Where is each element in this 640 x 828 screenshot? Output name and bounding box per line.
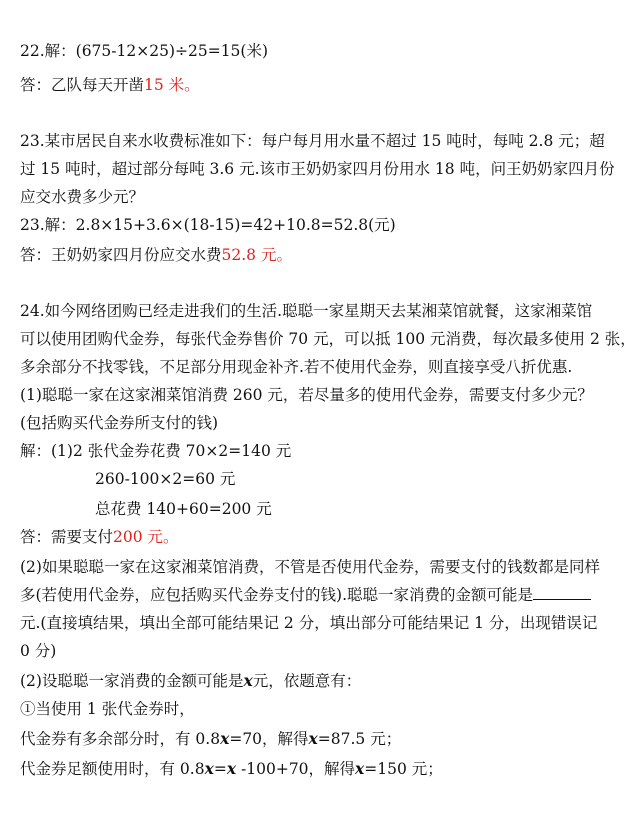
q24-part1-question: (1)聪聪一家在这家湘菜馆消费 260 元，若尽量多的使用代金券，需要支付多少元？ [20,386,593,404]
q23-answer [20,245,292,265]
variable-x: x [308,729,318,748]
q23-answer-prefix: 答：王奶奶家四月份应交水费 [20,246,222,264]
q23-problem-line: 23.某市居民自来水收费标准如下：每户每月用水量不超过 15 吨时，每吨 2.8 元；超 [20,132,605,150]
variable-x: x [204,759,214,778]
q24-problem-line: 可以使用团购代金券，每张代金券售价 70 元，可以抵 100 元消费，每次最多使用 2 张， [20,330,636,348]
q24-problem-line: 24.如今网络团购已经走进我们的生活.聪聪一家星期天去某湘菜馆就餐，这家湘菜馆 [20,302,593,320]
solution-text: =70，解得 [229,730,309,748]
q22-solution: 22.解：(675-12×25)÷25=15(米) [20,42,269,60]
q24-solution1-line: 总花费 140+60=200 元 [95,500,272,518]
solution-text: = [213,760,227,778]
q24-solution2-line [20,759,443,779]
q24-part2-question [20,585,591,605]
q24-answer1 [20,527,179,547]
q24-problem-line: 多余部分不找零钱，不足部分用现金补齐.若不使用代金券，则直接享受八折优惠. [20,358,573,376]
variable-x: x [226,759,237,778]
q24-solution1-line: 解：(1)2 张代金券花费 70×2=140 元 [20,442,292,460]
q24-solution2-line: ①当使用 1 张代金券时， [20,700,195,718]
solution-text: 元，依题意有： [252,672,362,690]
q23-solution: 23.解：2.8×15+3.6×(18-15)=42+10.8=52.8(元) [20,216,396,234]
q24-part2-text: 多(若使用代金券，应包括购买代金券支付的钱).聪聪一家消费的金额可能是 [20,586,534,604]
solution-text: -100+70，解得 [236,760,356,778]
solution-text: =87.5 元； [317,730,402,748]
q24-answer1-value: 200 元。 [113,528,179,546]
q24-part2-question: (2)如果聪聪一家在这家湘菜馆消费，不管是否使用代金券，需要支付的钱数都是同样 [20,558,600,576]
q24-part2-question: 0 分) [20,642,57,660]
solution-text: (2)设聪聪一家消费的金额可能是 [20,672,244,690]
q22-answer [20,75,200,95]
q23-answer-value: 52.8 元。 [221,246,292,264]
fill-in-blank [533,585,591,600]
q24-part1-question-note: (包括购买代金券所支付的钱) [20,414,219,432]
solution-text: 代金券有多余部分时，有 0.8 [20,730,221,748]
q24-answer1-prefix: 答：需要支付 [20,528,114,546]
variable-x: x [220,729,230,748]
variable-x: x [243,671,253,690]
q22-answer-value: 15 米。 [144,76,200,94]
q23-problem-line: 过 15 吨时，超过部分每吨 3.6 元.该市王奶奶家四月份用水 18 吨，问王奶奶家四月份 [20,160,615,178]
q24-solution2-line [20,671,361,691]
variable-x: x [355,759,365,778]
solution-text: =150 元； [364,760,443,778]
q24-solution2-line [20,729,401,749]
q22-answer-prefix: 答：乙队每天开凿 [20,76,145,94]
q24-part2-question: 元.(直接填结果，填出全部可能结果记 2 分，填出部分可能结果记 1 分，出现错误记 [20,614,598,632]
q24-solution1-line: 260-100×2=60 元 [95,470,236,488]
solution-text: 代金券足额使用时，有 0.8 [20,760,205,778]
q23-problem-line: 应交水费多少元？ [20,188,145,206]
